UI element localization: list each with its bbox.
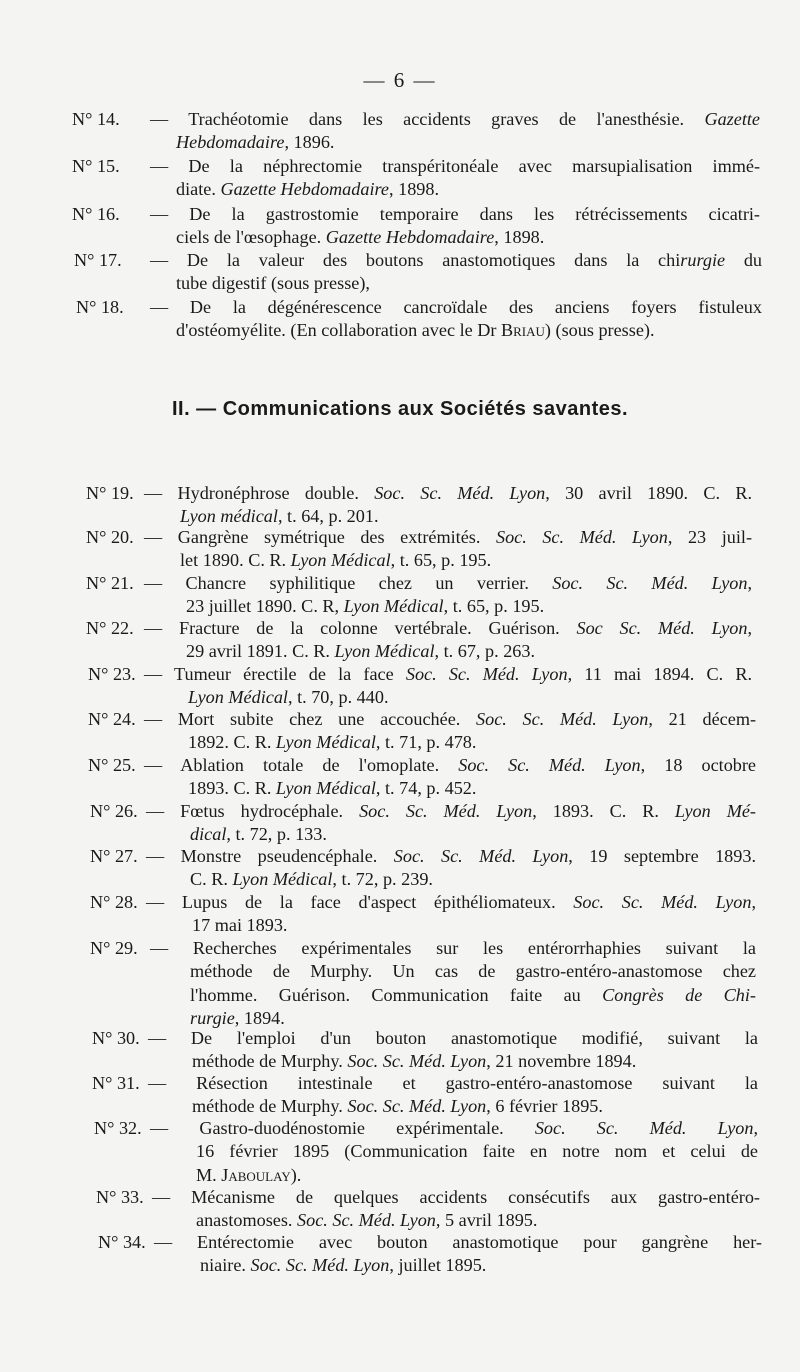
entry-text-line: — Résection intestinale et gastro-entéro-anastomose suivant la: [148, 1073, 758, 1093]
entry-text-line: anastomoses. Soc. Sc. Méd. Lyon, 5 avril 1895.: [196, 1210, 538, 1231]
entry-text-line: 29 avril 1891. C. R. Lyon Médical, t. 67, p. 263.: [186, 641, 536, 662]
entry-number: N° 19.: [86, 483, 134, 503]
entry-text-line: — Gastro-duodénostomie expérimentale. Soc. Sc. Méd. Lyon,: [150, 1118, 758, 1138]
entry-number: N° 15.: [72, 156, 120, 176]
entry-text-line: — Trachéotomie dans les accidents graves de l'anesthésie. Gazette: [150, 109, 760, 129]
entry-number: N° 24.: [88, 709, 136, 729]
entry-number: N° 18.: [76, 297, 124, 317]
entry-text-line: — De la dégénérescence cancroïdale des anciens foyers fistuleux: [150, 297, 762, 317]
entry-number: N° 17.: [74, 250, 122, 270]
entry-text-line: d'ostéomyélite. (En collaboration avec le Dr Briau) (sous presse).: [176, 320, 655, 341]
entry-text-line: — Mort subite chez une accouchée. Soc. Sc. Méd. Lyon, 21 décem-: [144, 709, 757, 729]
entry-text-line: — Chancre syphilitique chez un verrier. Soc. Sc. Méd. Lyon,: [144, 573, 753, 593]
entry-text-line: niaire. Soc. Sc. Méd. Lyon, juillet 1895.: [200, 1255, 487, 1276]
entry-text-line: 1893. C. R. Lyon Médical, t. 74, p. 452.: [188, 778, 477, 799]
entry-text-line: — Mécanisme de quelques accidents consécutifs aux gastro-entéro-: [152, 1187, 760, 1207]
entry-number: N° 32.: [94, 1118, 142, 1138]
entry-text-line: Lyon Médical, t. 70, p. 440.: [188, 687, 389, 708]
entry-text-line: — Gangrène symétrique des extrémités. Soc. Sc. Méd. Lyon, 23 juil-: [144, 527, 753, 547]
entry-number: N° 31.: [92, 1073, 140, 1093]
entry-text-line: — Hydronéphrose double. Soc. Sc. Méd. Lyon, 30 avril 1890. C. R.: [144, 483, 752, 503]
entry-text-line: C. R. Lyon Médical, t. 72, p. 239.: [190, 869, 433, 890]
entry-text-line: — Fracture de la colonne vertébrale. Guérison. Soc Sc. Méd. Lyon,: [144, 618, 752, 638]
entry-text-line: Hebdomadaire, 1896.: [176, 132, 335, 153]
entry-text-line: ciels de l'œsophage. Gazette Hebdomadaire, 1898.: [176, 227, 545, 248]
entry-text-line: l'homme. Guérison. Communication faite au Congrès de Chi-: [190, 984, 756, 1005]
entry-text-line: 17 mai 1893.: [192, 915, 288, 936]
entry-text-line: M. Jaboulay).: [196, 1164, 302, 1185]
entry-text-line: Lyon médical, t. 64, p. 201.: [180, 506, 379, 527]
entry-text-line: — De la gastrostomie temporaire dans les rétrécissements cicatri-: [150, 204, 760, 224]
entry-number: N° 34.: [98, 1232, 146, 1252]
entry-text-line: 1892. C. R. Lyon Médical, t. 71, p. 478.: [188, 732, 477, 753]
entry-text-line: — Lupus de la face d'aspect épithéliomateux. Soc. Sc. Méd. Lyon,: [146, 892, 756, 912]
entry-text-line: — De la valeur des boutons anastomotiques dans la chirurgie du: [150, 250, 763, 270]
entry-number: N° 20.: [86, 527, 134, 547]
entry-number: N° 14.: [72, 109, 120, 129]
entry-text-line: dical, t. 72, p. 133.: [190, 824, 327, 845]
entry-text-line: — Tumeur érectile de la face Soc. Sc. Méd. Lyon, 11 mai 1894. C. R.: [144, 664, 753, 684]
entry-text-line: tube digestif (sous presse),: [176, 273, 370, 294]
entry-text-line: — Fœtus hydrocéphale. Soc. Sc. Méd. Lyon, 1893. C. R. Lyon Mé-: [146, 801, 756, 821]
entry-text-line: — Recherches expérimentales sur les entérorrhaphies suivant la: [150, 938, 756, 958]
entry-text-line: rurgie, 1894.: [190, 1008, 285, 1029]
entry-text-line: diate. Gazette Hebdomadaire, 1898.: [176, 179, 440, 200]
entry-number: N° 30.: [92, 1028, 140, 1048]
entry-text-line: 16 février 1895 (Communication faite en notre nom et celui de: [196, 1141, 758, 1162]
entry-text-line: — Monstre pseudencéphale. Soc. Sc. Méd. Lyon, 19 septembre 1893.: [146, 846, 756, 866]
entry-text-line: méthode de Murphy. Un cas de gastro-entéro-anastomose chez: [190, 961, 756, 982]
entry-number: N° 22.: [86, 618, 134, 638]
section-heading: II. — Communications aux Sociétés savantes.: [171, 398, 629, 420]
entry-text-line: — Ablation totale de l'omoplate. Soc. Sc. Méd. Lyon, 18 octobre: [144, 755, 757, 775]
entry-number: N° 21.: [86, 573, 134, 593]
entry-number: N° 29.: [90, 938, 138, 958]
entry-number: N° 27.: [90, 846, 138, 866]
entry-text-line: méthode de Murphy. Soc. Sc. Méd. Lyon, 6 février 1895.: [192, 1096, 603, 1117]
entry-number: N° 33.: [96, 1187, 144, 1207]
entry-number: N° 28.: [90, 892, 138, 912]
entry-number: N° 25.: [88, 755, 136, 775]
entry-number: N° 16.: [72, 204, 120, 224]
entry-text-line: — Entérectomie avec bouton anastomotique pour gangrène her-: [154, 1232, 762, 1252]
entry-number: N° 26.: [90, 801, 138, 821]
entry-text-line: méthode de Murphy. Soc. Sc. Méd. Lyon, 21 novembre 1894.: [192, 1051, 637, 1072]
entry-text-line: let 1890. C. R. Lyon Médical, t. 65, p. 195.: [180, 550, 492, 571]
page-number: — 6 —: [363, 68, 437, 92]
entry-number: N° 23.: [88, 664, 136, 684]
entry-text-line: 23 juillet 1890. C. R, Lyon Médical, t. 65, p. 195.: [186, 596, 545, 617]
entry-text-line: — De l'emploi d'un bouton anastomotique modifié, suivant la: [148, 1028, 758, 1048]
entry-text-line: — De la néphrectomie transpéritonéale avec marsupialisation immé-: [150, 156, 760, 176]
